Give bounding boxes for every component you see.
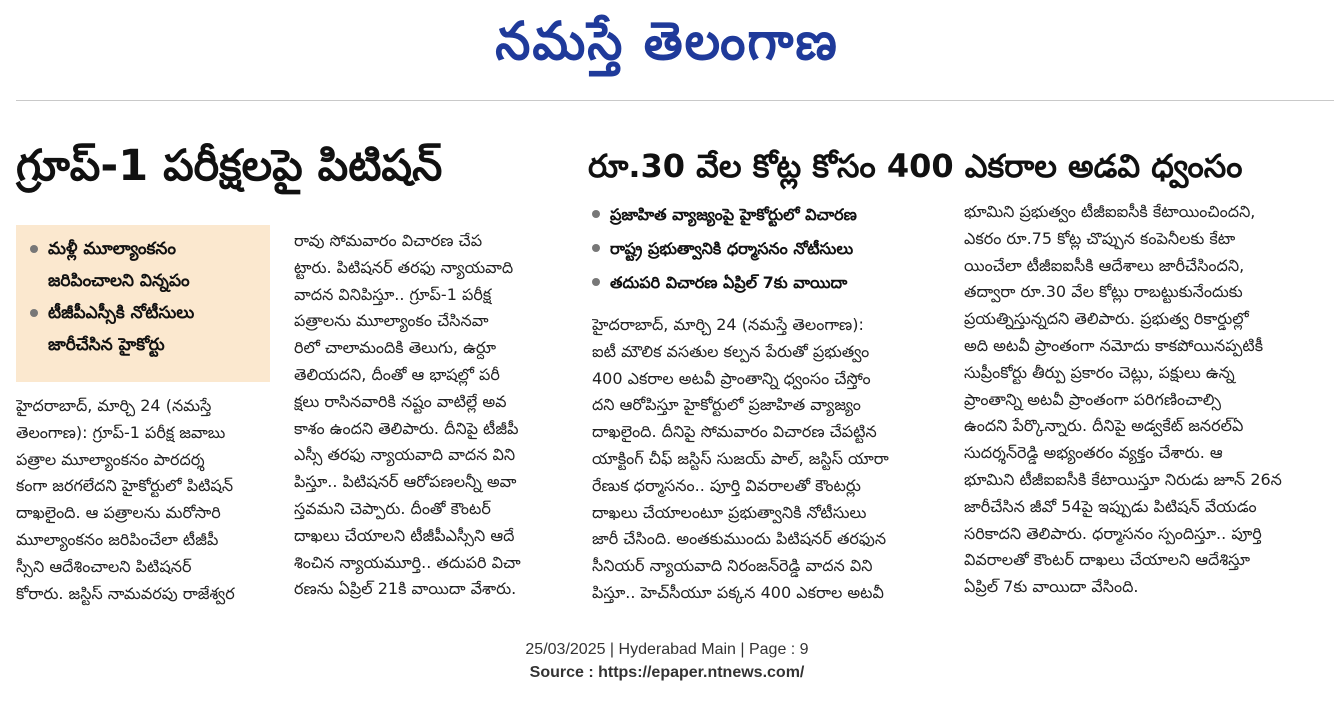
right-story-headline: రూ.30 వేల కోట్ల కోసం 400 ఎకరాల అడవి ధ్వంసం [588,147,1243,185]
article-line: ప్రయత్నిస్తున్నదని తెలిపారు. ప్రభుత్వ రికార్డుల్లో [964,309,1249,329]
article-line: ఉందని పేర్కొన్నారు. దీనిపై అడ్వకేట్ జనరల్‌ఏ [964,416,1244,436]
left-story-headline: గ్రూప్-1 పరీక్షలపై పిటిషన్ [16,141,443,191]
article-line: రావు సోమవారం విచారణ చేప [294,231,483,250]
right-story-column-2 [964,199,1332,601]
left-story-highlights [16,225,270,382]
article-line: దని ఆరోపిస్తూ హైకోర్టులో ప్రజాహిత వ్యాజ్యం [592,395,861,415]
highlight-bullet [30,297,264,361]
article-line: ఎస్సీ తరఫు న్యాయవాది వాదన విని [294,445,516,465]
article-line: 400 ఎకరాల అటవీ ప్రాంతాన్ని ధ్వంసం చేస్తోం [592,368,871,388]
article-line: ఏప్రిల్ 7కు వాయిదా వేసింది. [964,577,1139,597]
article-line: పత్రాల మూల్యాంకనం పారదర్శ [16,449,205,469]
highlight-bullet [30,233,264,297]
highlight-text [48,297,194,361]
article-line: తెలంగాణ): గ్రూప్-1 పరీక్ష జవాబు [16,422,226,442]
article-line: తద్వారా రూ.30 వేల కోట్లు రాబట్టుకునేందుకు [964,282,1243,302]
right-story-highlights [592,198,952,300]
article-line: అది అటవీ ప్రాంతంగా నమోదు కాకపోయినప్పటికీ [964,335,1264,355]
article-line: మూల్యాంకనం జరిపించేలా టీజీపీ [16,529,219,549]
bullet-dot-icon [592,210,600,218]
highlight-text: ప్రజాహిత వ్యాజ్యంపై హైకోర్టులో విచారణ [610,205,857,224]
article-line: కోరారు. జస్టిస్ నామవరపు రాజేశ్వర [16,583,235,603]
highlight-line: జారీచేసిన హైకోర్టు [48,335,165,355]
article-line: సుదర్శన్‌రెడ్డి అభ్యంతరం వ్యక్తం చేశారు. ఆ [964,443,1223,463]
article-line: రణను ఏప్రిల్ 21కి వాయిదా వేశారు. [294,579,517,599]
article-line: పిస్తూ.. హెచ్‌సీయూ పక్కన 400 ఎకరాల అటవీ [592,582,884,602]
highlight-line: టీజీపీఎస్సీకి నోటీసులు [48,303,195,323]
article-line: ఐటీ మౌలిక వసతుల కల్పన పేరుతో ప్రభుత్వం [592,341,870,361]
article-line: పత్రాలను మూల్యాంకం చేసినవా [294,311,489,331]
left-story-column-1 [16,393,278,607]
article-line: యాక్టింగ్ చీఫ్ జస్టిస్ సుజయ్ పాల్, జస్టిస్ యారా [592,448,889,468]
article-line: దాఖలు చేయాలంటూ ప్రభుత్వానికి నోటీసులు [592,502,867,522]
article-line: స్తవమని చెప్పారు. దీంతో కౌంటర్ [294,498,491,518]
article-line: కాశం ఉందని తెలిపారు. దీనిపై టీజీపీ [294,418,519,438]
highlight-text [48,233,190,297]
article-line: భూమిని టీజీఐఐసీకి కేటాయిస్తూ నిరుడు జూన్ 26న [964,469,1282,489]
newspaper-logo: నమస్తే తెలంగాణ [495,10,839,72]
article-line: దాఖలైంది. ఆ పత్రాలను మరోసారి [16,503,221,523]
source-link[interactable]: Source : https://epaper.ntnews.com/ [529,664,805,681]
highlight-line: మళ్లీ మూల్యాంకనం [48,239,176,259]
article-line: జారీ చేసింది. అంతకుముందు పిటిషనర్ తరఫున [592,529,887,549]
article-line: శించిన న్యాయమూర్తి.. తదుపరి విచా [294,552,521,572]
article-line: సరికాదని తెలిపారు. ధర్మాసనం స్పందిస్తూ.. పూర్తి [964,523,1262,543]
highlight-bullet [592,232,952,266]
article-line: యించేలా టీజీఐఐసీకి ఆదేశాలు జారీచేసిందని, [964,255,1245,275]
article-line: ఎకరం రూ.75 కోట్ల చొప్పున కంపెనీలకు కేటా [964,228,1236,248]
article-line: సుప్రీంకోర్టు తీర్పు ప్రకారం చెట్లు, పక్షులు ఉన్న [964,362,1235,382]
highlight-bullet [592,266,952,300]
bullet-dot-icon [30,309,38,317]
masthead [0,0,1334,92]
article-line: రిలో చాలామందికి తెలుగు, ఉర్దూ [294,338,497,358]
article-line: క్షలు రాసినవారికి నష్టం వాటిల్లే అవ [294,391,507,411]
highlight-text: రాష్ట్ర ప్రభుత్వానికి ధర్మాసనం నోటీసులు [610,239,854,258]
highlight-text: తదుపరి విచారణ ఏప్రిల్ 7కు వాయిదా [610,273,848,292]
article-line: సీనియర్ న్యాయవాది నిరంజన్‌రెడ్డి వాదన విని [592,556,873,576]
left-story-column-2 [294,228,566,603]
right-story-column-1 [592,312,944,607]
article-line: ట్టారు. పిటిషనర్ తరఫు న్యాయవాది [294,257,514,277]
article-line: స్సీని ఆదేశించాలని పిటిషనర్ [16,556,192,576]
article-line: తెలియదని, దీంతో ఆ భాషల్లో పరీ [294,364,500,384]
bullet-dot-icon [592,278,600,286]
article-line: పిస్తూ.. పిటిషనర్ ఆరోపణలన్నీ అవా [294,472,517,492]
bullet-dot-icon [592,244,600,252]
masthead-divider [16,100,1334,101]
article-line: దాఖలైంది. దీనిపై సోమవారం విచారణ చేపట్టిన [592,422,877,442]
highlight-line: జరిపించాలని విన్నపం [48,271,190,291]
article-line: కంగా జరగలేదని హైకోర్టులో పిటిషన్ [16,476,234,496]
highlight-bullet [592,198,952,232]
article-line: హైదరాబాద్, మార్చి 24 (నమస్తే [16,396,212,415]
article-line: రేణుక ధర్మాసనం.. పూర్తి వివరాలతో కౌంటర్లు [592,475,861,495]
article-line: వాదన వినిపిస్తూ.. గ్రూప్-1 పరీక్ష [294,284,492,304]
article-line: ప్రాంతాన్ని అటవీ ప్రాంతంగా పరిగణించాల్సి [964,389,1222,409]
article-line: భూమిని ప్రభుత్వం టీజీఐఐసీకి కేటాయించిందని, [964,202,1256,221]
edition-info: 25/03/2025 | Hyderabad Main | Page : 9 [525,641,809,658]
article-line: వివరాలతో కౌంటర్ దాఖలు చేయాలని ఆదేశిస్తూ [964,550,1251,570]
article-line: హైదరాబాద్, మార్చి 24 (నమస్తే తెలంగాణ): [592,315,864,334]
article-line: దాఖలు చేయాలని టీజీపీఎస్సీని ఆదే [294,525,515,545]
article-line: జారీచేసిన జీవో 54పై ఇప్పుడు పిటిషన్ వేయడం [964,496,1257,516]
bullet-dot-icon [30,245,38,253]
